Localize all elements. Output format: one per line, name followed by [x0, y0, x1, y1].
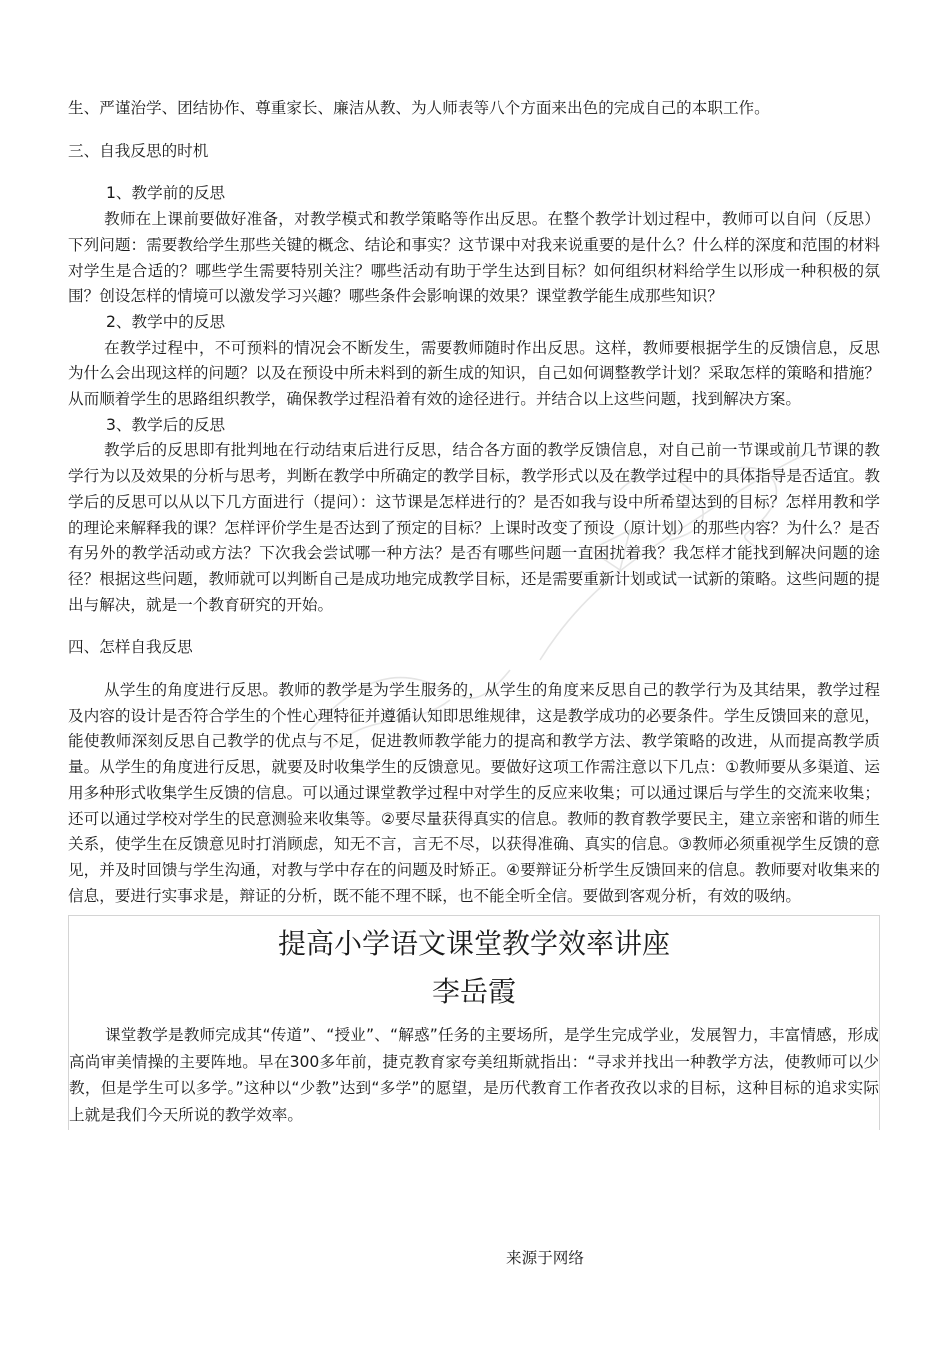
section-4-heading: 四、怎样自我反思 [68, 638, 193, 657]
lecture-body: 课堂教学是教师完成其“传道”、“授业”、“解惑”任务的主要场所，是学生完成学业，发展智力，丰富情感，形成高尚审美情操的主要阵地。早在300多年前，捷克教育家夸美纽斯就指出：“寻求并找出一种教学方法，使教师可以少教，但是学生可以多学。”这种以“少教”达到“多学”的愿望，是历代教育工作者孜孜以求的目标，这种目标的追求实际上就是我们今天所说的教学效率。 [69, 1026, 879, 1124]
source-footer: 来源于网络 [506, 1249, 584, 1267]
intro-paragraph: 生、严谨治学、团结协作、尊重家长、廉洁从教、为人师表等八个方面来出色的完成自己的本职工作。 [68, 99, 770, 117]
document-body [68, 96, 880, 1130]
lecture-author: 李岳霞 [431, 975, 516, 1009]
section-3-1-heading: 1、教学前的反思 [106, 184, 226, 203]
lecture-title: 提高小学语文课堂教学效率讲座 [277, 927, 670, 961]
section-3-1-body: 教师在上课前要做好准备，对教学模式和教学策略等作出反思。在整个教学计划过程中，教师可以自问（反思）下列问题：需要教给学生那些关键的概念、结论和事实？这节课中对我来说重要的是什么？什么样的深度和范围的材料对学生是合适的？哪些学生需要特别关注？哪些活动有助于学生达到目标？如何组织材料给学生以形成一种积极的氛围？创设怎样的情境可以激发学习兴趣？哪些条件会影响课的效果？课堂教学能生成那些知识？ [68, 210, 880, 306]
section-3-2-heading: 2、教学中的反思 [106, 312, 226, 331]
section-3-3-heading: 3、教学后的反思 [106, 415, 226, 434]
section-3-heading: 三、自我反思的时机 [68, 141, 209, 160]
section-3-3-body: 教学后的反思即有批判地在行动结束后进行反思，结合各方面的教学反馈信息，对自己前一节课或前几节课的教学行为以及效果的分析与思考，判断在教学中所确定的教学目标，教学形式以及在教学过程中的具体指导是否适宜。教学后的反思可以从以下几方面进行（提问）：这节课是怎样进行的？是否如我与设中所希望达到的目标？怎样用教和学的理论来解释我的课？怎样评价学生是否达到了预定的目标？上课时改变了预设（原计划）的那些内容？为什么？是否有另外的教学活动或方法？下次我会尝试哪一种方法？是否有哪些问题一直困扰着我？我怎样才能找到解决问题的途径？根据这些问题，教师就可以判断自己是成功地完成教学目标，还是需要重新计划或试一试新的策略。这些问题的提出与解决，就是一个教育研究的开始。 [68, 441, 880, 614]
section-4-body: 从学生的角度进行反思。教师的教学是为学生服务的，从学生的角度来反思自己的教学行为及其结果，教学过程及内容的设计是否符合学生的个性心理特征并遵循认知即思维规律，这是教学成功的必要条件。学生反馈回来的意见，能使教师深刻反思自己教学的优点与不足，促进教师教学能力的提高和教学方法、教学策略的改进，从而提高教学质量。从学生的角度进行反思，就要及时收集学生的反馈意见。要做好这项工作需注意以下几点：①教师要从多渠道、运用多种形式收集学生反馈的信息。可以通过课堂教学过程中对学生的反应来收集；可以通过课后与学生的交流来收集；还可以通过学校对学生的民意测验来收集等。②要尽量获得真实的信息。教师的教育教学要民主，建立亲密和谐的师生关系，使学生在反馈意见时打消顾虑，知无不言，言无不尽，以获得准确、真实的信息。③教师必须重视学生反馈的意见，并及时回馈与学生沟通，对教与学中存在的问题及时矫正。④要辩证分析学生反馈回来的信息。教师要对收集来的信息，要进行实事求是，辩证的分析，既不能不理不睬，也不能全听全信。要做到客观分析，有效的吸纳。 [68, 681, 880, 905]
lecture-box [68, 915, 880, 1130]
section-3-2-body: 在教学过程中，不可预料的情况会不断发生，需要教师随时作出反思。这样，教师要根据学生的反馈信息，反思为什么会出现这样的问题？以及在预设中所未料到的新生成的知识，自己如何调整教学计划？采取怎样的策略和措施？从而顺着学生的思路组织教学，确保教学过程沿着有效的途径进行。并结合以上这些问题，找到解决方案。 [68, 338, 880, 409]
